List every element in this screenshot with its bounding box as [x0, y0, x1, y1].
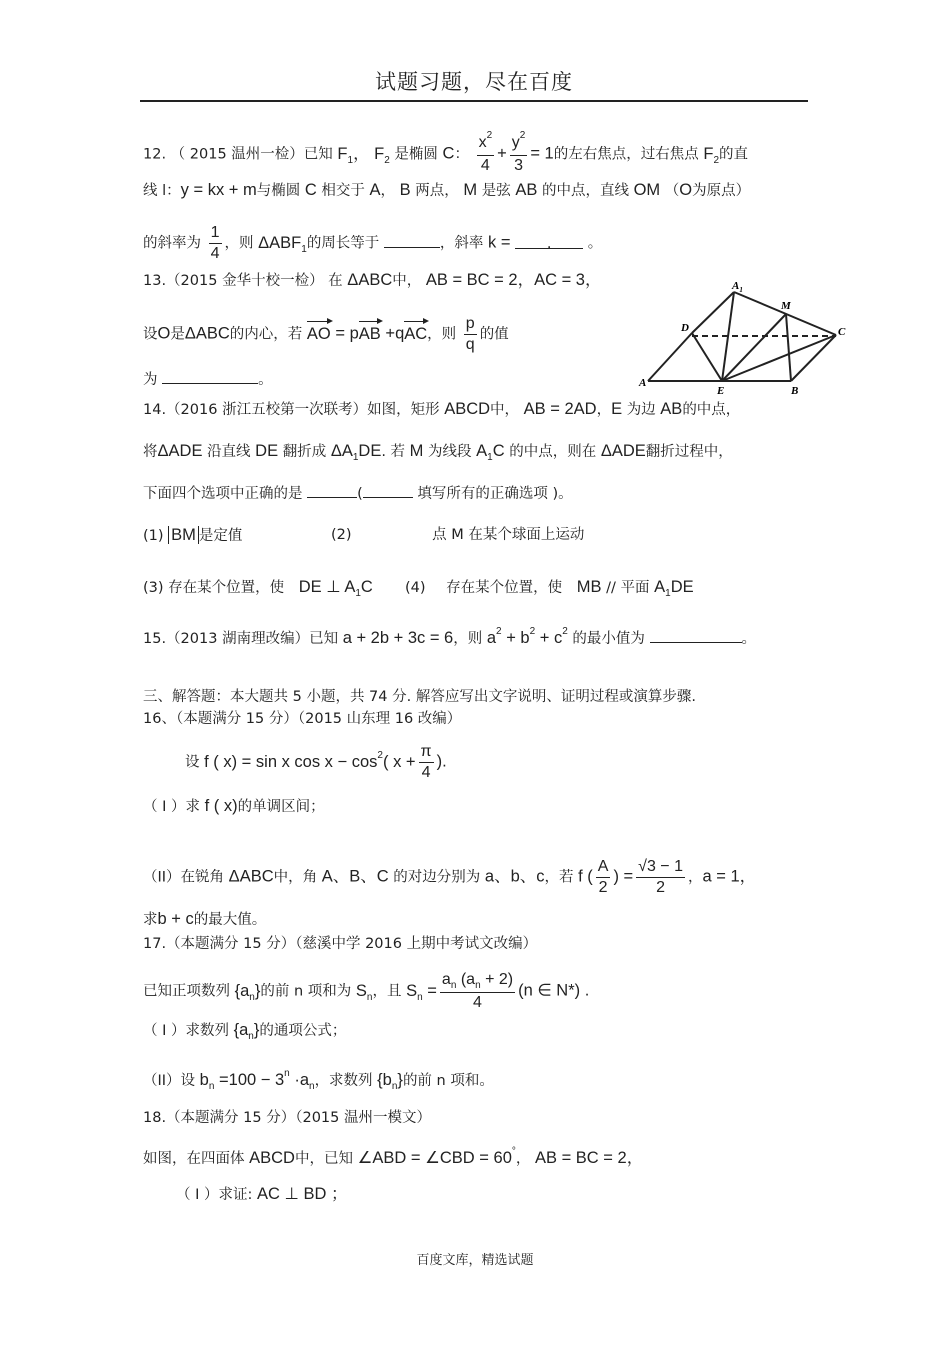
q16-definition: 设 f ( x) = sin x $\cos x - \cos^2$( x + $\frac{\pi}{4}$ ).	[185, 743, 447, 781]
q12-line3: 的斜率为 $\frac{1}{4}$ ，则 $\Delta ABF_1$的周长等于 ，斜率 k = . 。	[143, 224, 603, 262]
fraction-x2-over-4: $\frac{x^2}{4}$	[478, 130, 493, 174]
q17-part1: （ I ）求数列 $\{a_n\}$的通项公式；	[143, 1021, 347, 1042]
answer-blank-min[interactable]	[650, 628, 742, 643]
figure-label-M: M	[781, 300, 791, 312]
q15-line: 15.（2013 湖南理改编）已知 a + 2b + 3c = 6，则 $a^2 + b^2 + c^2$ 的最小值为 。	[143, 626, 757, 647]
q14-line1: 14.（2016 浙江五校第一次联考）如图，矩形 ABCD中， AB = 2AD，E 为边 AB的中点，	[143, 400, 741, 418]
answer-blank-pq[interactable]	[162, 369, 258, 384]
q14-option-2: (2) 点 M 在某个球面上运动	[331, 527, 585, 543]
q17-definition: 已知正项数列 $\{a_n\}$的前 n 项和为 $S_n$，且 $S_n$ = $\frac{a_n (a_n + 2)}{4}$ (n ∈ N*) .	[143, 971, 590, 1011]
figure-label-D: D	[681, 322, 689, 334]
q14-line3: 下面四个选项中正确的是 ( 填写所有的正确选项 )。	[143, 483, 573, 504]
section-3-heading: 三、解答题：本大题共 5 小题，共 74 分. 解答应写出文字说明、证明过程或演算步骤.	[143, 689, 696, 705]
page-footer: 百度文库，精选试题	[416, 1253, 534, 1268]
q18-head: 18.（本题满分 15 分）（2015 温州一模文）	[143, 1110, 431, 1126]
vector-AC: AC	[404, 324, 428, 343]
fraction-sn-formula: $\frac{a_n (a_n + 2)}{4}$	[441, 971, 514, 1011]
q16-part2: （II）在锐角 ΔABC中，角 A、B、C 的对边分别为 a、b、c，若 f ( $\frac{A}{2}$ ) = $\frac{√3 - 1}{2}$ ，a = 1，	[143, 858, 757, 896]
fraction-1-over-4: $\frac{1}{4}$	[210, 224, 220, 262]
q17-head: 17.（本题满分 15 分）（慈溪中学 2016 上期中考试文改编）	[143, 936, 538, 952]
fraction-sqrt3-minus-1-over-2: $\frac{√3 - 1}{2}$	[638, 858, 683, 896]
q18-part1: （ I ）求证: AC ⊥ BD ；	[176, 1185, 348, 1203]
figure-label-A: A	[639, 377, 647, 389]
q14-option-4: (4) 存在某个位置，使 MB // 平面 $A_1DE$	[405, 578, 694, 599]
q12-line2: 线 l：y = kx + m与椭圆 C 相交于 A， B 两点， M 是弦 AB 的中点，直线 OM （O为原点）	[143, 181, 751, 199]
figure-label-A1: $A_1$	[732, 280, 743, 294]
q14-line2: 将ΔADE 沿直线 DE 翻折成 $\Delta A_1DE$. 若 M 为线段 $A_1C$ 的中点，则在 ΔADE翻折过程中，	[143, 442, 733, 463]
fraction-A-over-2: $\frac{A}{2}$	[597, 858, 609, 896]
vector-AO: AO	[306, 324, 331, 343]
q18-definition: 如图，在四面体 ABCD中，已知 ∠ABD = ∠CBD = 60°， AB = BC = 2，	[143, 1146, 644, 1167]
q17-part2: （II）设 $b_n =100 - 3^n \cdot a_n$，求数列 $\{b_n\}$的前 n 项和。	[143, 1068, 494, 1092]
q13-line3: 为 。	[143, 369, 273, 390]
q16-part2-continued: 求b + c的最大值。	[143, 910, 267, 928]
answer-blank-slope[interactable]: .	[515, 234, 583, 249]
q14-option-3: (3) 存在某个位置，使 DE ⊥ $A_1C$	[143, 578, 373, 599]
page-header-title: 试题习题，尽在百度	[375, 70, 573, 94]
header-rule	[140, 100, 808, 102]
folded-rectangle-figure	[636, 278, 856, 398]
q13-line2: 设O是ΔABC的内心，若 AO = pAB +qAC，则 $\frac{p}{q}$ 的值	[143, 315, 509, 353]
answer-blank-q14[interactable]	[307, 483, 357, 498]
q16-head: 16、（本题满分 15 分）（2015 山东理 16 改编）	[143, 711, 462, 727]
q14-option-1: (1) BM 是定值	[143, 526, 243, 544]
figure-label-B: B	[791, 385, 799, 397]
figure-label-E: E	[717, 385, 725, 397]
fraction-pi-over-4: $\frac{\pi}{4}$	[420, 743, 432, 781]
fraction-y2-over-3: $\frac{y^2}{3}$	[511, 130, 526, 174]
answer-blank-perimeter[interactable]	[384, 233, 440, 248]
q16-part1: （ I ）求 f ( x)的单调区间；	[143, 797, 325, 815]
vector-AB: AB	[358, 324, 381, 343]
figure-label-C: C	[838, 326, 846, 338]
q12-line1: 12. （ 2015 温州一检）已知 $F_1$， $F_2$ 是椭圆 C： $\frac{x^2}{4}$ + $\frac{y^2}{3}$ = 1的左右焦点，过右焦点 $F_2$的直	[143, 130, 748, 174]
fraction-p-over-q: $\frac{p}{q}$	[465, 315, 475, 353]
q13-line1: 13.（2015 金华十校一检） 在 ΔABC中， AB = BC = 2，AC = 3，	[143, 271, 602, 289]
